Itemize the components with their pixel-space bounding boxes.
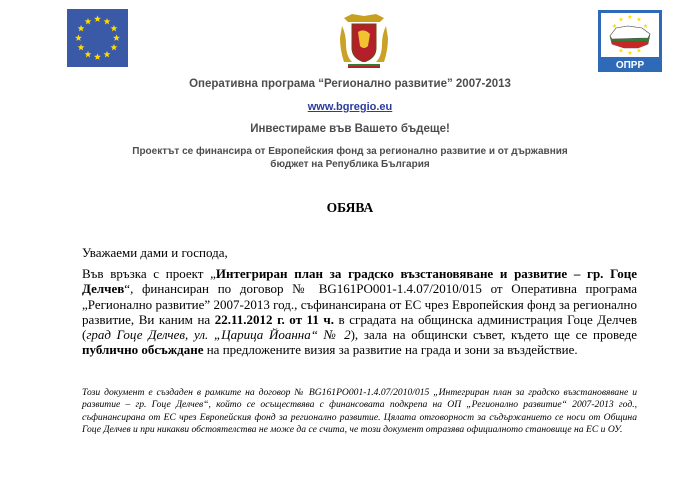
announcement-body [82,266,637,358]
event-name: публично обсъждане [82,342,204,358]
program-title: Оперативна програма “Регионално развитие” 2007-2013 [189,78,511,90]
body-text-5: на предложените визия за развитие на града и зони за въздействие. [203,342,578,358]
eu-flag-logo [67,9,128,67]
oprr-logo-text: ОПРР [615,60,645,71]
disclaimer: Този документ е създаден в рамките на договор № BG161PO001-1.4.07/2010/015 „Интегриран план за градско възстановяване и развитие – гр. Гоце Делчев“, който се осъществява с финансовата подкрепа на ОП „Регионално развитие“ 2007-2013 год., съфинансирана от ЕС чрез Европейския фонд за регионално развитие. Цялата отговорност за съдържанието се носи от Община Гоце Делчев и при никакви обстоятелства не може да се счита, че този документ отразява официалното становище на ЕС и ОУ. [82,387,637,436]
body-text-1: Във връзка с проект „ [82,266,216,281]
funding-line-2: бюджет на Република България [270,159,430,170]
coat-of-arms-logo [340,12,388,70]
meeting-date-time: 22.11.2012 г. от 11 ч. [214,311,334,327]
body-text-2: “, финансиран по договор № BG161PO001-1.4.07/2010/015 от Оперативна програма „Регионално развитие” 2007-2013 год., съфинансирана от ЕС чрез Европейския фонд за регионално развитие, Ви каним на [82,281,637,327]
body-text-3: в сградата на общинска администрация Гоце Делчев ( [82,311,637,343]
oprr-logo [598,10,662,72]
funding-line-1: Проектът се финансира от Европейския фонд за регионално развитие и от държавния [132,146,568,157]
meeting-address: град Гоце Делчев, ул. „Царица Йоанна“ № 2 [86,327,351,343]
body-text-4: ), зала на общински съвет, където ще се проведе [350,327,638,343]
slogan: Инвестираме във Вашето бъдеще! [250,123,450,135]
project-name: Интегриран план за градско възстановяване и развитие – гр. Гоце Делчев [82,266,638,297]
funding-notice [0,145,700,171]
document-title: ОБЯВА [326,200,374,215]
greeting: Уважаеми дами и господа, [82,245,228,260]
website-link[interactable]: www.bgregio.eu [307,101,393,113]
